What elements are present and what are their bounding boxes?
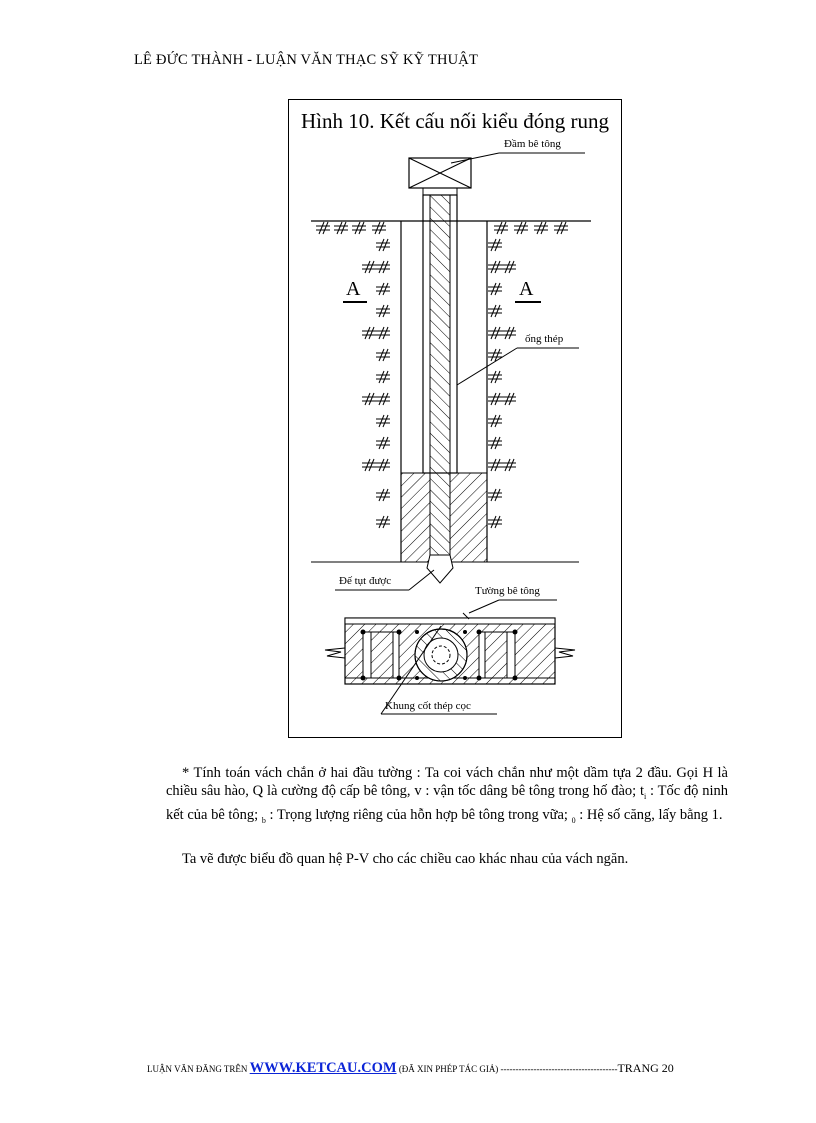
leader-de — [409, 570, 434, 590]
removable-shoe — [427, 555, 453, 583]
label-de-tut-duoc: Đế tụt được — [339, 575, 392, 587]
vibrator-box — [409, 158, 471, 195]
section-label-right: A — [519, 278, 534, 300]
section-label-left: A — [346, 278, 361, 300]
leader-tuong — [469, 600, 499, 613]
paragraph-calculation: * Tính toán vách chắn ở hai đầu tường : Ta coi vách chắn như một dầm tựa 2 đầu. Gọi H là chiều sâu hào, Q là cường độ cấp bê tông, v : vận tốc dâng bê tông trong hố đào; $t_i$ : Tốc độ ninh kết của bê tông; $_b$ : Trọng lượng riêng của hỗn hợp bê tông trong vữa; $_0$ : Hệ số căng, lấy bằng 1. — [166, 765, 729, 825]
label-ong-thep: ống thép — [525, 333, 564, 345]
wall-plan-section — [325, 618, 575, 684]
label-khung-cot-thep: Khung cốt thép cọc — [385, 700, 471, 712]
pile-diagram — [289, 100, 623, 739]
paragraph-diagram: Ta vẽ được biểu đồ quan hệ P-V cho các chiều cao khác nhau của vách ngăn. — [182, 851, 629, 867]
page-footer: LUẬN VĂN ĐĂNG TRÊN WWW.KETCAU.COM (ĐÃ XIN PHÉP TÁC GIẢ) ---------------------------------------TRANG 20 — [147, 1060, 674, 1076]
label-tuong-be-tong: Tường bê tông — [475, 585, 540, 597]
figure-frame — [288, 99, 622, 738]
page-number: TRANG 20 — [617, 1061, 674, 1075]
figure-title: Hình 10. Kết cấu nối kiểu đóng rung — [301, 109, 609, 133]
page-header: LÊ ĐỨC THÀNH - LUẬN VĂN THẠC SỸ KỸ THUẬT — [134, 52, 479, 68]
ketcau-link[interactable]: WWW.KETCAU.COM — [249, 1060, 397, 1076]
label-dam-be-tong: Đầm bê tông — [504, 138, 561, 150]
